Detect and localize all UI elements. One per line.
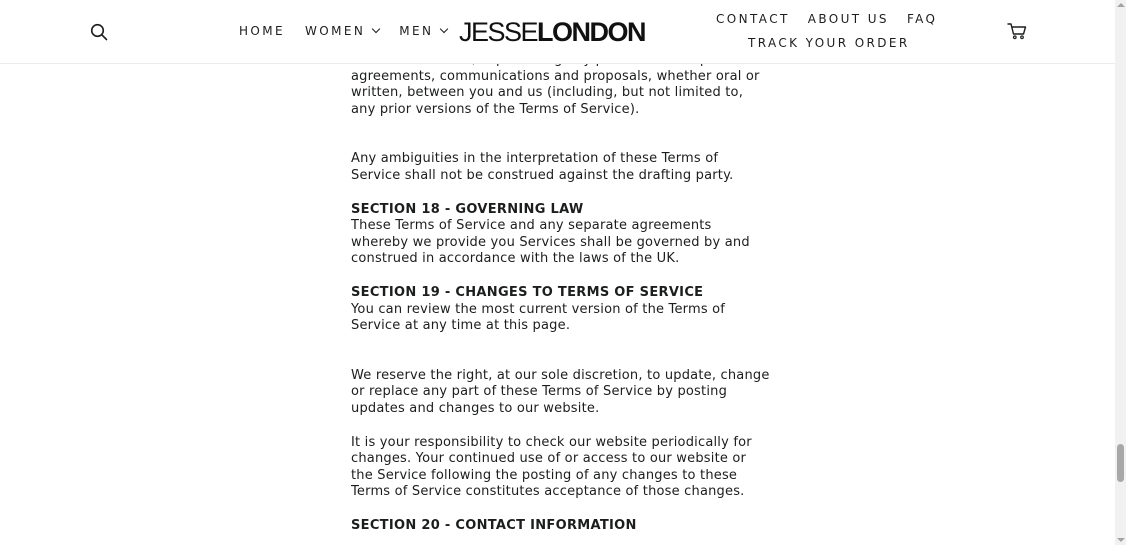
scrollbar-thumb[interactable] [1117, 444, 1124, 482]
nav-item-home[interactable] [239, 24, 285, 38]
nav-item-label: WOMEN [305, 24, 366, 38]
nav-about-link[interactable]: ABOUT US [807, 12, 889, 26]
chevron-down-icon [440, 25, 448, 33]
site-logo[interactable] [459, 16, 645, 48]
cart-icon [1007, 22, 1027, 40]
secondary-nav [716, 12, 938, 50]
paragraph-responsibility: It is your responsibility to check our website periodically for changes. Your continued use of or access to our website or the Service following the posting of any changes to these Terms of Service constitutes acceptance of those changes. [351, 434, 752, 500]
section-18-text: These Terms of Service and any separate agreements whereby we provide you Services shall be governed by and construed in accordance with the laws of the UK. [351, 218, 750, 267]
section-20-heading: SECTION 20 - CONTACT INFORMATION [351, 517, 637, 533]
nav-faq-link[interactable]: FAQ [906, 12, 938, 26]
page-scrollbar[interactable] [1115, 0, 1126, 545]
section-19-text: You can review the most current version of the Terms of Service at any time at this page. [351, 301, 726, 334]
main-nav [239, 24, 467, 38]
logo-first-word: JESSE [459, 17, 538, 47]
logo-second-word: LONDON [537, 17, 646, 47]
nav-item-men[interactable] [399, 24, 447, 38]
nav-contact-link[interactable]: CONTACT [716, 12, 790, 26]
search-icon [90, 23, 108, 41]
section-18-heading: SECTION 18 - GOVERNING LAW [351, 201, 584, 217]
nav-track-order-link[interactable]: TRACK YOUR ORDER [748, 36, 910, 50]
scroll-down-arrow-icon[interactable] [1117, 538, 1125, 542]
paragraph-entire-agreement: agreements, communications and proposals, whether oral or written, between you and us (including, but not limited to, any prior versions of the Terms of Service). [351, 68, 760, 117]
cart-button[interactable] [1007, 22, 1027, 40]
paragraph-ambiguities: Any ambiguities in the interpretation of these Terms of Service shall not be construed against the drafting party. [351, 151, 734, 183]
scroll-up-arrow-icon[interactable] [1117, 3, 1125, 7]
paragraph-reserve-right: We reserve the right, at our sole discretion, to update, change or replace any part of these Terms of Service by posting updates and changes to our website. [351, 367, 770, 416]
chevron-down-icon [372, 25, 380, 33]
search-button[interactable] [90, 23, 108, 41]
site-header [0, 0, 1115, 64]
section-19-heading: SECTION 19 - CHANGES TO TERMS OF SERVICE [351, 284, 704, 300]
nav-item-women[interactable] [305, 24, 379, 38]
terms-content [351, 52, 771, 534]
nav-item-label: HOME [239, 24, 286, 38]
nav-item-label: MEN [399, 24, 434, 38]
